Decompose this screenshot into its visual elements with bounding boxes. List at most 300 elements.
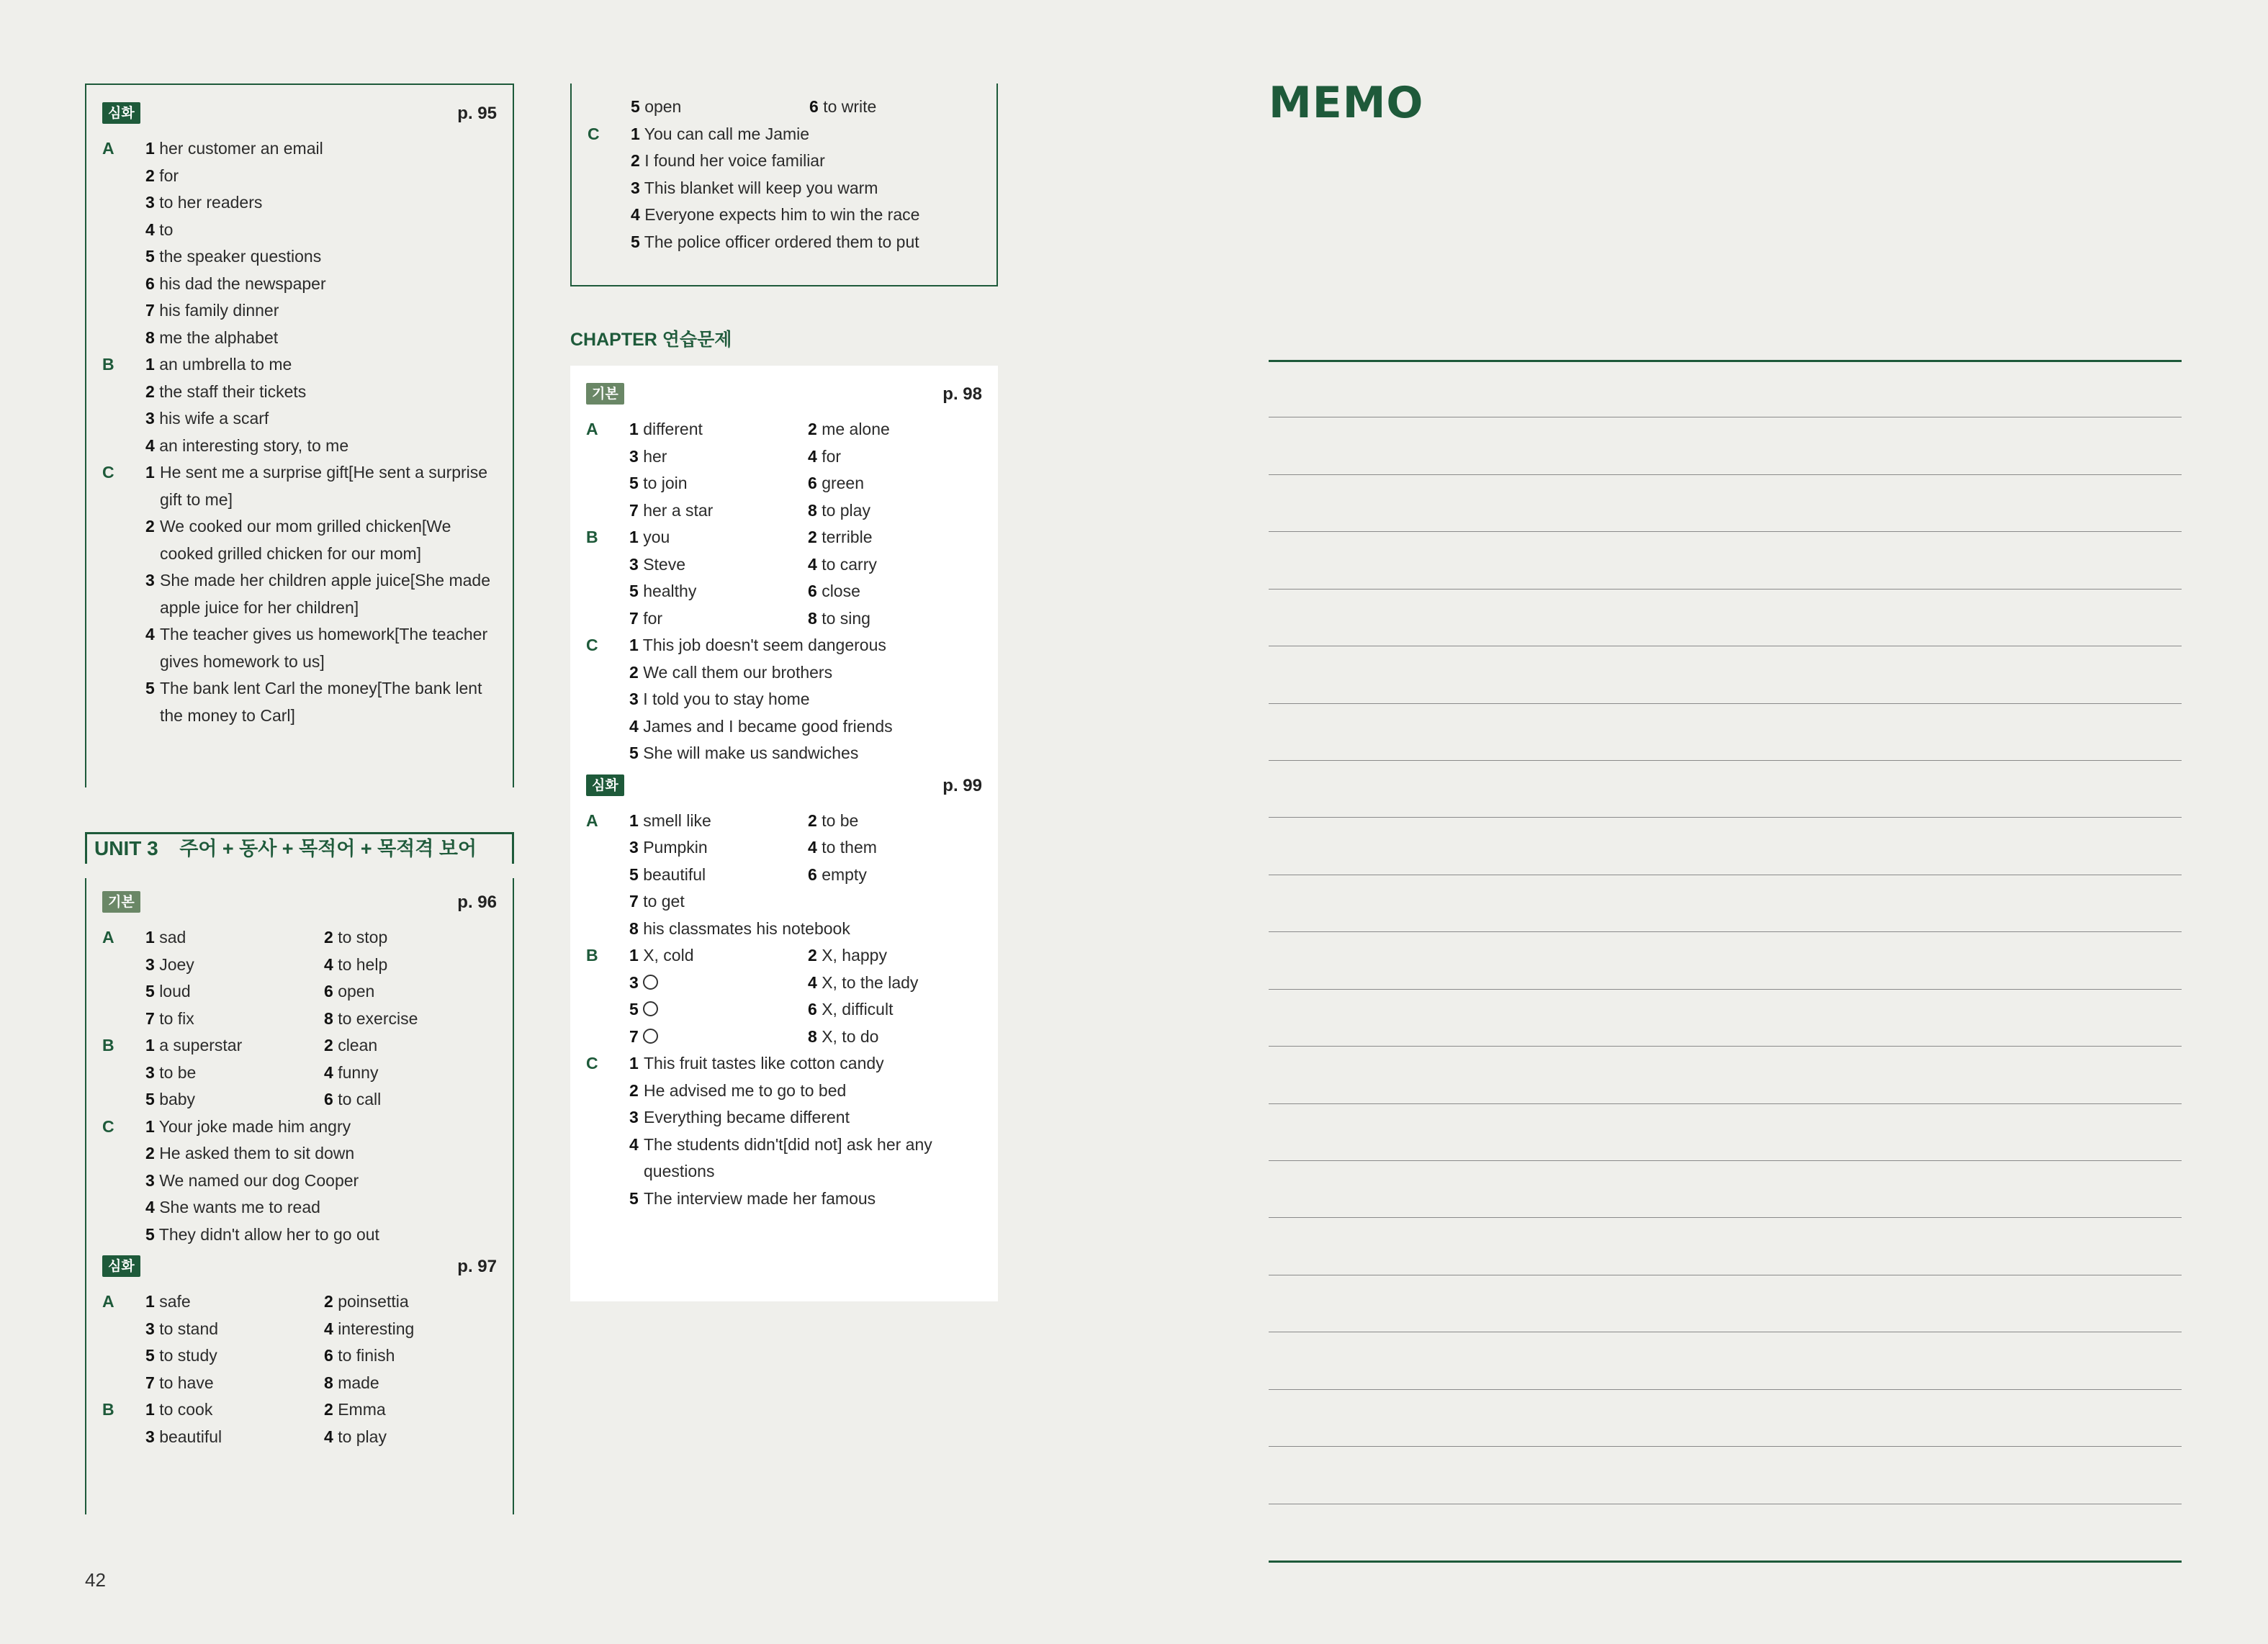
answer-row bbox=[102, 1140, 497, 1167]
memo-line bbox=[1269, 703, 2182, 704]
item-text: to play bbox=[822, 500, 870, 520]
group-letter: C bbox=[588, 124, 600, 143]
answer-row bbox=[102, 1167, 497, 1195]
unit-title: 주어 + 동사 + 목적어 + 목적격 보어 bbox=[179, 838, 477, 859]
item-number: 3 bbox=[145, 1170, 155, 1190]
page-reference: p. 97 bbox=[457, 1257, 497, 1276]
item-text: his wife a scarf bbox=[159, 409, 269, 428]
answer-row bbox=[586, 808, 982, 835]
item-text: terrible bbox=[822, 528, 873, 546]
answer-row bbox=[102, 243, 497, 271]
answer-row bbox=[102, 1221, 497, 1249]
answer-item bbox=[629, 970, 808, 997]
answer-row bbox=[586, 470, 982, 497]
item-text: different bbox=[643, 420, 703, 438]
item-number: 3 bbox=[145, 409, 155, 428]
item-text: to fix bbox=[159, 1008, 194, 1028]
memo-title: MEMO bbox=[1269, 78, 1424, 128]
box1-content bbox=[102, 99, 497, 729]
item-text: She will make us sandwiches bbox=[643, 744, 859, 762]
item-number: 7 bbox=[145, 1373, 155, 1392]
item-text: They didn't allow her to go out bbox=[158, 1224, 379, 1244]
answer-item bbox=[145, 1424, 324, 1451]
item-text: He sent me a surprise gift[He sent a surprise gift to me] bbox=[160, 463, 488, 509]
answer-row bbox=[588, 94, 981, 121]
page-reference: p. 96 bbox=[457, 893, 497, 912]
memo-line bbox=[1269, 360, 2182, 362]
item-number: 1 bbox=[145, 139, 155, 158]
item-number: 4 bbox=[145, 435, 155, 455]
level-badge: 기본 bbox=[102, 891, 140, 913]
answer-row bbox=[102, 163, 497, 190]
item-number: 4 bbox=[324, 1319, 333, 1338]
item-number: 5 bbox=[629, 1188, 639, 1208]
answer-item bbox=[324, 1424, 387, 1451]
item-text: to have bbox=[159, 1373, 214, 1392]
answer-item bbox=[629, 524, 808, 551]
answer-row bbox=[588, 148, 981, 175]
answer-item bbox=[808, 970, 918, 997]
item-text: The students didn't[did not] ask her any questions bbox=[644, 1134, 932, 1180]
item-text: He asked them to sit down bbox=[159, 1144, 355, 1162]
box2-content bbox=[102, 888, 497, 1450]
item-number: 7 bbox=[629, 608, 639, 628]
answer-row bbox=[102, 1288, 497, 1316]
item-text: This job doesn't seem dangerous bbox=[642, 636, 886, 654]
item-text: Everyone expects him to win the race bbox=[644, 205, 920, 224]
answer-item bbox=[629, 808, 808, 835]
answer-item bbox=[808, 942, 887, 970]
answer-row bbox=[102, 1424, 497, 1451]
item-text: to stop bbox=[338, 928, 388, 947]
item-text: for bbox=[643, 608, 663, 628]
answer-row bbox=[102, 189, 497, 217]
item-number: 7 bbox=[629, 500, 639, 520]
item-number: 1 bbox=[629, 1054, 639, 1072]
item-text: X, happy bbox=[822, 946, 887, 965]
item-number: 1 bbox=[629, 420, 639, 438]
item-text: to help bbox=[338, 954, 388, 974]
item-number: 5 bbox=[629, 474, 639, 492]
answer-row bbox=[102, 135, 497, 163]
answer-item bbox=[629, 942, 808, 970]
answer-item bbox=[629, 605, 808, 633]
item-text: I found her voice familiar bbox=[644, 151, 825, 170]
group-letter: A bbox=[586, 420, 598, 438]
item-number: 2 bbox=[145, 1144, 155, 1162]
item-number: 1 bbox=[145, 1400, 155, 1419]
item-number: 5 bbox=[629, 1000, 639, 1019]
answer-item bbox=[629, 416, 808, 443]
answer-row bbox=[586, 497, 982, 525]
item-text: to exercise bbox=[338, 1008, 418, 1028]
answer-row bbox=[102, 271, 497, 298]
group-letter: A bbox=[102, 139, 114, 158]
answer-row bbox=[588, 175, 981, 202]
item-text: beautiful bbox=[159, 1427, 222, 1446]
item-number: 4 bbox=[145, 625, 155, 643]
item-number: 2 bbox=[324, 1036, 333, 1054]
answer-row bbox=[102, 405, 497, 433]
memo-line bbox=[1269, 760, 2182, 761]
item-text: The bank lent Carl the money[The bank lent the money to Carl] bbox=[160, 679, 482, 725]
item-number: 5 bbox=[629, 744, 639, 762]
answer-item bbox=[324, 1370, 379, 1397]
unit-header bbox=[85, 832, 514, 864]
answer-row bbox=[102, 1194, 497, 1221]
item-number: 2 bbox=[808, 810, 817, 830]
item-number: 5 bbox=[631, 232, 640, 251]
item-number: 6 bbox=[324, 1090, 333, 1108]
answer-row bbox=[102, 459, 497, 513]
item-text: open bbox=[338, 982, 375, 1001]
answer-row bbox=[586, 740, 982, 767]
answer-row bbox=[586, 578, 982, 605]
item-text: Pumpkin bbox=[643, 838, 708, 857]
answer-row bbox=[102, 325, 497, 352]
memo-line bbox=[1269, 989, 2182, 990]
item-text: healthy bbox=[643, 582, 697, 600]
item-text: sad bbox=[159, 928, 186, 947]
item-number: 5 bbox=[629, 864, 639, 884]
answer-row bbox=[586, 605, 982, 633]
box3-content bbox=[588, 94, 981, 256]
section-header bbox=[586, 772, 982, 802]
item-number: 6 bbox=[808, 1000, 817, 1019]
page-number: 42 bbox=[85, 1569, 106, 1591]
answer-box-p96-97 bbox=[85, 878, 514, 1514]
item-number: 1 bbox=[629, 946, 639, 965]
group-letter: B bbox=[102, 1036, 114, 1054]
group-letter: C bbox=[586, 1054, 598, 1072]
memo-line bbox=[1269, 1561, 2182, 1563]
item-number: 8 bbox=[324, 1373, 333, 1392]
item-number: 2 bbox=[324, 1292, 333, 1311]
item-number: 7 bbox=[629, 892, 639, 911]
item-number: 5 bbox=[629, 582, 639, 600]
answer-row bbox=[102, 1114, 497, 1141]
item-number: 3 bbox=[145, 1062, 155, 1082]
answer-item bbox=[145, 952, 324, 979]
box4-content bbox=[586, 380, 982, 1212]
item-text: to them bbox=[822, 838, 877, 857]
answer-row bbox=[586, 916, 982, 943]
answer-row bbox=[586, 1078, 982, 1105]
item-number: 4 bbox=[629, 716, 639, 736]
item-text: Your joke made him angry bbox=[158, 1116, 351, 1136]
item-text: Everything became different bbox=[644, 1108, 850, 1126]
section-header bbox=[102, 99, 497, 130]
item-number: 2 bbox=[145, 166, 155, 185]
answer-row bbox=[102, 978, 497, 1006]
answer-row bbox=[586, 443, 982, 471]
memo-line bbox=[1269, 931, 2182, 932]
item-text: for bbox=[822, 446, 842, 466]
item-text: his family dinner bbox=[159, 301, 279, 320]
memo-line bbox=[1269, 1160, 2182, 1161]
item-number: 4 bbox=[631, 205, 640, 224]
item-number: 3 bbox=[629, 838, 639, 857]
item-text: The interview made her famous bbox=[644, 1188, 876, 1208]
item-number: 8 bbox=[808, 1026, 817, 1046]
answer-item bbox=[324, 924, 387, 952]
item-text: X, to the lady bbox=[822, 972, 919, 992]
item-text: to finish bbox=[338, 1346, 395, 1365]
item-number: 1 bbox=[629, 528, 639, 546]
memo-line bbox=[1269, 1446, 2182, 1447]
item-number: 2 bbox=[808, 420, 817, 438]
item-number: 3 bbox=[145, 1319, 155, 1338]
answer-item bbox=[809, 94, 876, 121]
item-text: you bbox=[643, 528, 670, 546]
item-text: to study bbox=[159, 1346, 217, 1365]
answer-row bbox=[588, 121, 981, 148]
item-number: 2 bbox=[324, 1400, 333, 1419]
item-number: 3 bbox=[145, 571, 155, 590]
item-text: funny bbox=[338, 1062, 379, 1082]
answer-item bbox=[629, 443, 808, 471]
item-text: his dad the newspaper bbox=[159, 274, 326, 293]
item-text: This fruit tastes like cotton candy bbox=[644, 1054, 884, 1072]
circle-mark-icon bbox=[643, 1001, 658, 1016]
answer-item bbox=[808, 551, 877, 579]
answer-item bbox=[808, 578, 860, 605]
answer-row bbox=[102, 924, 497, 952]
item-number: 2 bbox=[808, 946, 817, 965]
section-header bbox=[102, 888, 497, 918]
item-number: 4 bbox=[145, 220, 155, 239]
item-number: 2 bbox=[808, 528, 817, 546]
answer-row bbox=[586, 632, 982, 659]
answer-item bbox=[808, 497, 870, 525]
group-letter: C bbox=[102, 463, 114, 482]
answer-item bbox=[324, 1032, 377, 1060]
answer-box-continued bbox=[570, 83, 998, 286]
item-text: her bbox=[643, 446, 667, 466]
answer-item bbox=[629, 1024, 808, 1051]
answer-box-p95 bbox=[85, 83, 514, 787]
item-number: 2 bbox=[631, 151, 640, 170]
item-number: 1 bbox=[629, 636, 639, 654]
item-text: We named our dog Cooper bbox=[159, 1170, 359, 1190]
answer-row bbox=[586, 713, 982, 741]
level-badge: 심화 bbox=[102, 102, 140, 124]
answer-item bbox=[324, 1086, 381, 1114]
item-text: open bbox=[644, 97, 682, 116]
item-number: 8 bbox=[808, 608, 817, 628]
answer-item bbox=[145, 978, 324, 1006]
answer-item bbox=[324, 952, 387, 979]
answer-row bbox=[586, 524, 982, 551]
answer-item bbox=[145, 1086, 324, 1114]
answer-row bbox=[102, 433, 497, 460]
chapter-heading: CHAPTER 연습문제 bbox=[570, 330, 732, 350]
item-text: her a star bbox=[643, 500, 714, 520]
memo-line bbox=[1269, 474, 2182, 475]
item-text: to be bbox=[159, 1062, 197, 1082]
circle-mark-icon bbox=[643, 975, 658, 990]
group-letter: C bbox=[586, 636, 598, 654]
item-number: 3 bbox=[629, 1108, 639, 1126]
item-number: 4 bbox=[808, 838, 817, 857]
item-text: safe bbox=[159, 1292, 191, 1311]
item-text: to cook bbox=[159, 1400, 213, 1419]
item-number: 1 bbox=[145, 355, 155, 374]
item-number: 6 bbox=[324, 1346, 333, 1365]
answer-item bbox=[808, 524, 873, 551]
answer-item bbox=[145, 1396, 324, 1424]
item-number: 6 bbox=[808, 864, 817, 884]
memo-line bbox=[1269, 1103, 2182, 1104]
answer-row bbox=[586, 1132, 982, 1185]
memo-line bbox=[1269, 1217, 2182, 1218]
item-number: 5 bbox=[145, 679, 155, 697]
answer-row bbox=[102, 1370, 497, 1397]
answer-row bbox=[102, 675, 497, 729]
answer-row bbox=[102, 567, 497, 621]
answer-item bbox=[629, 862, 808, 889]
item-text: to stand bbox=[159, 1319, 219, 1338]
item-number: 2 bbox=[629, 1080, 639, 1100]
answer-item bbox=[324, 1288, 409, 1316]
item-text: You can call me Jamie bbox=[644, 124, 810, 143]
answer-item bbox=[145, 1370, 324, 1397]
group-letter: A bbox=[586, 810, 598, 830]
memo-line bbox=[1269, 1046, 2182, 1047]
answer-item bbox=[145, 1288, 324, 1316]
item-text: The teacher gives us homework[The teacher gives homework to us] bbox=[160, 625, 488, 671]
answer-item bbox=[145, 1342, 324, 1370]
answer-row bbox=[102, 217, 497, 244]
answer-item bbox=[324, 1060, 378, 1087]
answer-row bbox=[586, 862, 982, 889]
item-number: 5 bbox=[145, 982, 155, 1001]
item-text: to her readers bbox=[159, 193, 263, 212]
item-number: 8 bbox=[145, 328, 155, 347]
item-text: to write bbox=[823, 97, 877, 116]
item-text: an umbrella to me bbox=[159, 355, 292, 374]
answer-row bbox=[586, 416, 982, 443]
item-number: 7 bbox=[145, 301, 155, 320]
group-letter: B bbox=[586, 946, 598, 965]
answer-item bbox=[808, 605, 870, 633]
item-text: made bbox=[338, 1373, 379, 1392]
answer-row bbox=[102, 297, 497, 325]
item-number: 1 bbox=[145, 1116, 155, 1136]
answer-item bbox=[631, 94, 809, 121]
answer-item bbox=[808, 1024, 878, 1051]
answer-item bbox=[808, 808, 858, 835]
item-text: his classmates his notebook bbox=[643, 918, 850, 938]
answer-row bbox=[586, 686, 982, 713]
item-number: 6 bbox=[808, 474, 817, 492]
answer-item bbox=[629, 834, 808, 862]
answer-item bbox=[808, 834, 877, 862]
item-number: 3 bbox=[629, 554, 639, 574]
item-text: to carry bbox=[822, 554, 877, 574]
item-text: the speaker questions bbox=[159, 247, 322, 266]
item-text: Emma bbox=[338, 1400, 386, 1419]
section-header bbox=[586, 380, 982, 410]
answer-row bbox=[102, 1396, 497, 1424]
answer-row bbox=[586, 888, 982, 916]
answer-row bbox=[586, 659, 982, 687]
item-number: 4 bbox=[629, 1134, 639, 1154]
item-number: 6 bbox=[324, 982, 333, 1001]
item-text: clean bbox=[338, 1036, 378, 1054]
memo-line bbox=[1269, 1389, 2182, 1390]
item-text: This blanket will keep you warm bbox=[644, 178, 878, 197]
answer-row bbox=[586, 551, 982, 579]
answer-row bbox=[102, 513, 497, 567]
answer-row bbox=[586, 1185, 982, 1213]
answer-row bbox=[102, 621, 497, 675]
item-number: 4 bbox=[145, 1198, 155, 1216]
group-letter: B bbox=[102, 1400, 114, 1419]
item-number: 4 bbox=[324, 1062, 333, 1082]
answer-item bbox=[145, 1060, 324, 1087]
answer-row bbox=[586, 942, 982, 970]
item-text: interesting bbox=[338, 1319, 415, 1338]
answer-row bbox=[586, 970, 982, 997]
item-number: 3 bbox=[629, 446, 639, 466]
item-text: He advised me to go to bed bbox=[644, 1080, 847, 1100]
item-number: 2 bbox=[629, 662, 639, 682]
page-reference: p. 99 bbox=[942, 775, 982, 795]
answer-item bbox=[629, 551, 808, 579]
item-text: X, to do bbox=[822, 1026, 879, 1046]
group-letter: C bbox=[102, 1116, 114, 1136]
item-text: baby bbox=[159, 1090, 196, 1108]
level-badge: 기본 bbox=[586, 383, 624, 405]
answer-item bbox=[629, 578, 808, 605]
item-number: 4 bbox=[808, 446, 817, 466]
item-text: an interesting story, to me bbox=[159, 435, 349, 455]
item-number: 8 bbox=[808, 500, 817, 520]
answer-row bbox=[102, 1316, 497, 1343]
item-text: She made her children apple juice[She made apple juice for her children] bbox=[160, 571, 491, 617]
item-number: 3 bbox=[145, 1427, 155, 1446]
group-letter: A bbox=[102, 928, 114, 947]
item-text: smell like bbox=[643, 810, 711, 830]
item-text: The police officer ordered them to put bbox=[644, 232, 919, 251]
answer-item bbox=[145, 1316, 324, 1343]
item-text: poinsettia bbox=[338, 1292, 409, 1311]
circle-mark-icon bbox=[643, 1029, 658, 1044]
answer-row bbox=[102, 351, 497, 379]
item-number: 6 bbox=[145, 274, 155, 293]
answer-item bbox=[629, 996, 808, 1024]
answer-row bbox=[588, 229, 981, 256]
level-badge: 심화 bbox=[586, 774, 624, 796]
item-number: 3 bbox=[629, 690, 639, 708]
answer-item bbox=[324, 1396, 386, 1424]
item-text: a superstar bbox=[159, 1036, 243, 1054]
answer-item bbox=[324, 978, 374, 1006]
item-number: 3 bbox=[145, 954, 155, 974]
item-number: 5 bbox=[145, 1346, 155, 1365]
item-text: the staff their tickets bbox=[159, 381, 307, 401]
answer-item bbox=[145, 1006, 324, 1033]
item-number: 4 bbox=[808, 972, 817, 992]
answer-item bbox=[808, 862, 867, 889]
item-text: Joey bbox=[159, 954, 194, 974]
item-number: 7 bbox=[145, 1008, 155, 1028]
item-number: 7 bbox=[629, 1026, 639, 1046]
item-text: beautiful bbox=[643, 864, 706, 884]
answer-row bbox=[102, 1006, 497, 1033]
item-text: to play bbox=[338, 1427, 387, 1446]
